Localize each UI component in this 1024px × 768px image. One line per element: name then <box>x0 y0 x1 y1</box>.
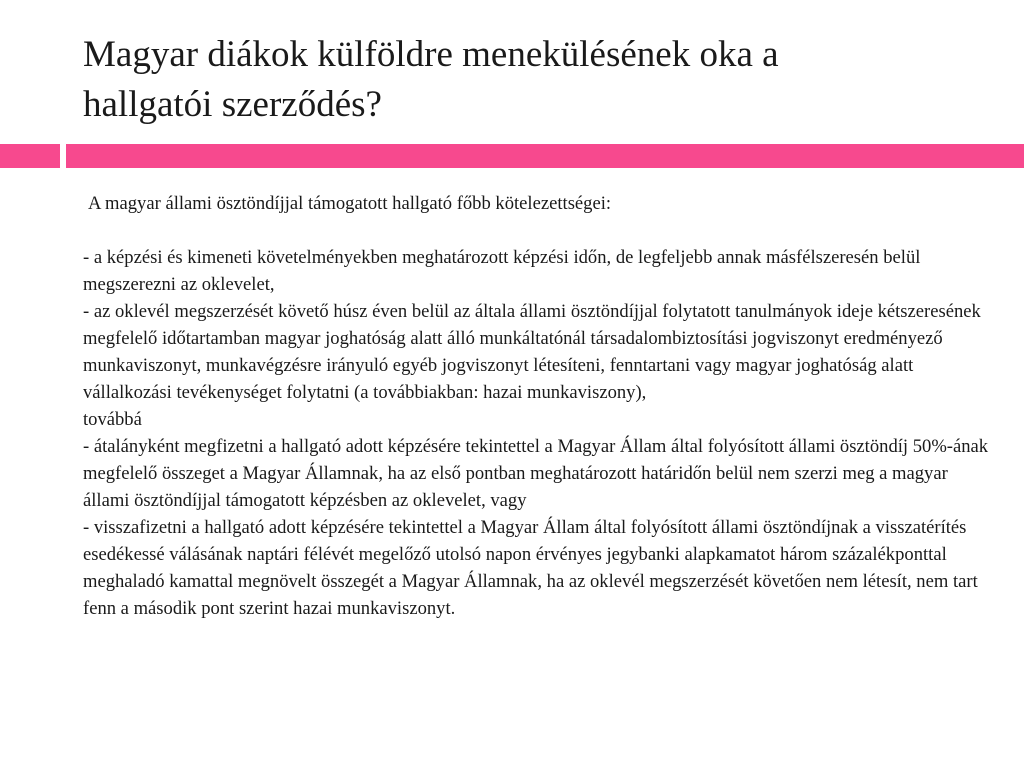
obligation-2: - az oklevél megszerzését követő húsz éven belül az általa állami ösztöndíjjal folytatott tanulmányok ideje kétszeresének megfelelő időtartamban magyar joghatóság alatt álló munkáltatónál társadalombiztosítási jogviszonyt eredményező munkaviszonyt, munkavégzésre irányuló egyéb jogviszonyt létesíteni, fenntartani vagy magyar joghatóság alatt vállalkozási tevékenységet folytatni (a továbbiakban: hazai munkaviszony), <box>83 301 981 403</box>
slide-title-line-2: hallgatói szerződés? <box>83 84 382 125</box>
accent-bar-left <box>0 144 60 168</box>
slide-title <box>83 30 983 130</box>
slide-body <box>83 190 993 622</box>
slide-title-line-1: Magyar diákok külföldre menekülésének oka a <box>83 34 779 75</box>
accent-bar-main <box>66 144 1024 168</box>
intro-text: A magyar állami ösztöndíjjal támogatott hallgató főbb kötelezettségei: <box>88 193 612 214</box>
connector-text: továbbá <box>83 409 142 430</box>
paragraph-gap <box>83 217 993 244</box>
obligation-1: - a képzési és kimeneti követelményekben meghatározott képzési időn, de legfeljebb annak másfélszeresén belül megszerezni az oklevelet, <box>83 247 921 295</box>
obligation-3: - átalányként megfizetni a hallgató adott képzésére tekintettel a Magyar Állam által folyósított állami ösztöndíj 50%-ának megfelelő összeget a Magyar Államnak, ha az első pontban meghatározott határidőn belül nem szerzi meg a magyar állami ösztöndíjjal támogatott képzésben az oklevelet, vagy <box>83 436 989 511</box>
obligation-4: - visszafizetni a hallgató adott képzésére tekintettel a Magyar Állam által folyósított állami ösztöndíjnak a visszatérítés esedékessé válásának naptári félévét megelőző utolsó napon érvényes jegybanki alapkamatot három százalékponttal meghaladó kamattal megnövelt összegét a Magyar Államnak, ha az oklevél megszerzését követően nem létesít, nem tart fenn a második pont szerint hazai munkaviszonyt. <box>83 517 978 619</box>
